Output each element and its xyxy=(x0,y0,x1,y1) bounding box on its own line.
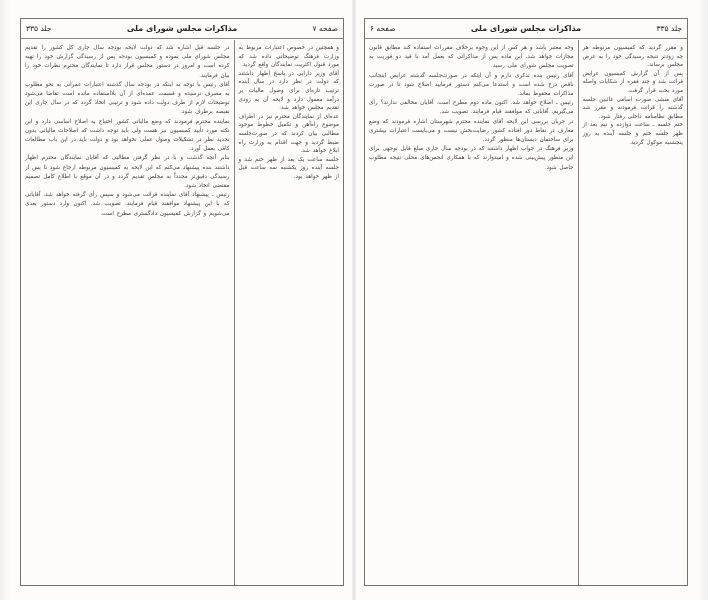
paragraph: آقای منشی صورت اسامی غائبین جلسه گذشته را قرائت فرمودند و مقرر شد مطابق نظامنامه داخلی رفتار شود. xyxy=(582,96,683,120)
right-page-column-wide xyxy=(365,40,578,585)
left-page-column-narrow xyxy=(234,40,343,585)
paragraph: آقای رئیس با توجه به اینکه در بودجه سال گذشته اعتبارات عمرانی به نحو مطلوب به مصرف نرسیده و قسمت عمده‌ای از آن بلااستفاده مانده است تقاضا می‌شود توضیحات لازم از طرف دولت داده شود و ترتیبی اتخاذ گردد که در سال جاری این نقیصه برطرف شود. xyxy=(25,81,230,116)
paragraph: عده‌ای از نمایندگان محترم نیز در اطراف موضوع راه‌آهن و تکمیل خطوط موجود مطالبی بیان کردند که در صورت‌جلسه ضبط گردید و جهت اقدام به وزارت راه ابلاغ خواهد شد. xyxy=(238,113,339,155)
paragraph: وجه معتبر باشد و هر کس از این وجوه برخلاف مقررات استفاده کند مطابق قانون مجازات خواهد شد. این ماده پس از مذاکراتی که بعمل آمد با قید دو فوریت به تصویب مجلس شورای ملی رسید. xyxy=(369,45,574,70)
paragraph: بنابر آنچه گذشت و با در نظر گرفتن مطالبی که آقایان نمایندگان محترم اظهار داشتند بنده پیشنهاد می‌کنم که این لایحه به کمیسیون مربوطه ارجاع شود تا پس از رسیدگی دقیق‌تر مجدداً به مجلس تقدیم گردد و در آن موقع با اطلاع کامل تصمیم مقتضی اتخاذ شود. xyxy=(25,155,230,190)
left-page-header xyxy=(21,19,343,39)
paragraph: رئیس ـ پیشنهاد آقای نماینده قرائت می‌شود و سپس رأی گرفته خواهد شد. آقایانی که با این پیشنهاد موافقند قیام فرمایند. تصویب شد. اکنون وارد دستور بعدی می‌شویم و گزارش کمیسیون دادگستری مطرح است. xyxy=(25,192,230,217)
right-page-volume: جلد ۳۳۵ xyxy=(656,24,682,33)
left-page-edge-shadow xyxy=(0,0,10,600)
paragraph: پس از آن گزارش کمیسیون عرایض قرائت شد و چند فقره از شکایات واصله مورد بحث قرار گرفت. xyxy=(582,70,683,94)
right-page-number: صفحه ۶ xyxy=(370,24,396,33)
right-page-running-title: مذاکرات مجلس شورای ملی xyxy=(470,24,582,33)
left-page-number: صفحه ۷ xyxy=(312,24,338,33)
paragraph: نماینده محترم فرمودند که وضع مالیاتی کشور احتیاج به اصلاح اساسی دارد و این نکته مورد تأیید کمیسیون نیز هست ولی باید توجه داشت که اصلاحات مالیاتی بدون تجدید نظر در تشکیلات وصول عملی نخواهد بود و دولت باید در این باب مطالعات کافی بعمل آورد. xyxy=(25,118,230,153)
right-page-column-narrow xyxy=(578,40,687,585)
right-page-header xyxy=(365,19,687,39)
paragraph: و همچنین در خصوص اعتبارات مربوط به وزارت فرهنگ توضیحاتی داده شد که مورد قبول اکثریت نمایندگان واقع گردید. xyxy=(238,45,339,69)
left-page-column-wide xyxy=(21,40,234,585)
paragraph: آقای وزیر دارایی در پاسخ اظهار داشتند که دولت در نظر دارد در سال آینده ترتیب تازه‌ای برای وصول مالیات بر درآمد معمول دارد و لایحه آن به زودی تقدیم مجلس خواهد شد. xyxy=(238,70,339,112)
right-page-frame xyxy=(364,18,688,586)
right-page-columns xyxy=(365,40,687,585)
paragraph: و مقرر گردید که کمیسیون مربوطه هر چه زودتر نتیجه رسیدگی خود را به عرض مجلس برساند. xyxy=(582,45,683,69)
paragraph: در جلسه قبل اشاره شد که دولت لایحه بودجه سال جاری کل کشور را تقدیم مجلس شورای ملی نموده و کمیسیون بودجه پس از رسیدگی گزارش خود را تهیه کرده است و امروز در دستور مجلس قرار دارد تا نمایندگان محترم نظرات خود را بیان فرمایند. xyxy=(25,45,230,79)
paragraph: وزیر فرهنگ در جواب اظهار داشتند که در بودجه سال جاری مبلغ قابل توجهی برای این منظور پیش‌بینی شده و امیدوارند که با همکاری انجمن‌های محلی نتیجه مطلوب حاصل شود. xyxy=(369,146,574,171)
left-page-volume: جلد ۳۳۵ xyxy=(26,24,52,33)
paragraph: در جریان بررسی این لایحه آقای نماینده محترم شهرستان اشاره فرمودند که وضع معارف در نقاط دور افتاده کشور رضایت‌بخش نیست و می‌بایست اعتبارات بیشتری برای ساختمان دبستان‌ها منظور گردد. xyxy=(369,118,574,144)
paragraph: ختم جلسه ـ ساعت دوازده و نیم بعد از ظهر جلسه ختم و جلسه آینده به روز پنجشنبه موکول گردید. xyxy=(582,122,683,146)
paragraph: رئیس ـ اصلاح خواهد شد. اکنون ماده دوم مطرح است. آقایان مخالفی ندارند؟ رأی می‌گیریم. آقایانی که موافقند قیام فرمایند. تصویب شد. xyxy=(369,100,574,116)
left-page-running-title: مذاکرات مجلس شورای ملی xyxy=(126,24,238,33)
right-page-edge-shadow xyxy=(698,0,708,600)
left-page-frame xyxy=(20,18,344,586)
paragraph: جلسه ساعت یک بعد از ظهر ختم شد و جلسه آینده روز یکشنبه سه ساعت قبل از ظهر خواهد بود. xyxy=(238,156,339,180)
right-page xyxy=(354,0,708,600)
left-page-columns xyxy=(21,40,343,585)
paragraph: آقای رئیس بنده تذکری دارم و آن اینکه در صورت‌جلسه گذشته عرایض اینجانب ناقص درج شده است و استدعا می‌کنم دستور فرمایید اصلاح شود تا در صورت مذاکرات محفوظ بماند. xyxy=(369,72,574,98)
